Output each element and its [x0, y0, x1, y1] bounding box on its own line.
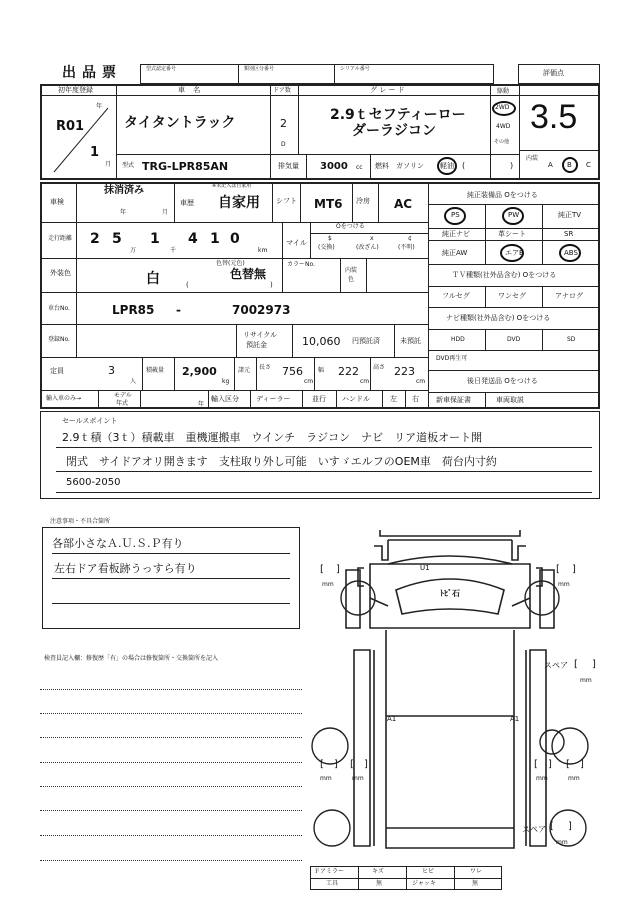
- mileage-digit-1: 2: [90, 231, 100, 247]
- notes-title: 注意事項・不具合箇所: [50, 518, 111, 525]
- recycle-not: 未預託: [400, 337, 421, 345]
- bracket-fl-open: [: [320, 564, 324, 575]
- first-reg-month: 1: [90, 145, 100, 160]
- chassis-number: 7002973: [232, 303, 291, 317]
- shaken-month: 月: [162, 209, 169, 216]
- mm-fr: mm: [558, 581, 570, 588]
- drive-4wd: 4WD: [496, 123, 511, 130]
- spare-label-1: スペア: [544, 661, 568, 670]
- handle-left: 左: [390, 395, 397, 403]
- rating-value: 3.5: [530, 98, 578, 136]
- navi-type-title: ナビ種類(社外品含む) Oをつける: [446, 314, 551, 322]
- model-value: TRG-LPR85AN: [142, 160, 229, 173]
- history-label: 車歴: [180, 199, 194, 207]
- legend-r1c2: キズ: [372, 868, 384, 875]
- delivery-manual: 車両取説: [496, 396, 524, 404]
- legend-r1c4: ワレ: [470, 868, 483, 875]
- height-label: 高さ: [373, 364, 386, 371]
- sen-unit: 千: [170, 247, 177, 254]
- navi-hdd: HDD: [451, 336, 465, 343]
- fuel-label: 燃料: [375, 162, 389, 170]
- handle-label: ハンドル: [342, 395, 370, 403]
- legend-r1c1: Ｆアミラー: [314, 868, 345, 875]
- truck-diagram: [300, 528, 600, 863]
- history-note: ※未記入は自家用: [212, 183, 252, 189]
- mm-rl1: mm: [320, 775, 332, 782]
- fuel-paren-close: ): [510, 161, 514, 170]
- mm-sp2: mm: [556, 839, 568, 846]
- dvd-play: DVD再生可: [436, 355, 468, 362]
- grade-line2: ダーラジコン: [352, 123, 436, 139]
- shaken-year: 年: [120, 209, 127, 216]
- bracket-rr2-open: [: [566, 759, 570, 770]
- legend-r1c3: ヒビ: [422, 868, 435, 875]
- chassis-prefix: LPR85: [112, 303, 155, 317]
- mm-rr2: mm: [568, 775, 580, 782]
- color-change-value: 色替無: [230, 267, 267, 281]
- shaken-label: 車検: [50, 198, 64, 206]
- bracket-rr1-close: ]: [548, 759, 552, 770]
- exterior-label: 外装色: [50, 269, 71, 277]
- document-title: 出品票: [62, 65, 122, 81]
- exterior-value: 白: [146, 271, 160, 287]
- sales-points-line1: 2.9ｔ積（3ｔ）積載車 重機運搬車 ウインチ ラジコン ナビ リア道板オート開: [62, 431, 483, 444]
- navi-dvd: DVD: [507, 336, 521, 343]
- drive-label: 駆動: [497, 88, 510, 95]
- length-label: 長さ: [259, 364, 272, 371]
- km-unit: km: [258, 247, 268, 254]
- bracket-fl-close: ]: [336, 564, 340, 575]
- equip-abs: ABS: [564, 249, 578, 257]
- bracket-rl2-open: [: [350, 759, 354, 770]
- interior-b-circle: [562, 157, 578, 173]
- notes-line2: 左右ドア看板跡うっすら有り: [54, 562, 197, 575]
- bracket-rr1-open: [: [534, 759, 538, 770]
- serial-label: シリアル番号: [340, 66, 370, 72]
- mm-rl2: mm: [352, 775, 364, 782]
- inspector-title: 検査員記入欄：修復歴「有」の場合は修復箇所・交換箇所を記入: [44, 655, 219, 662]
- equip-airbag: エアB: [505, 249, 524, 257]
- sales-points-line2: 閉式 サイドアオリ開きます 支柱取り外し可能 いすゞエルフのOEM車 荷台内寸約: [66, 455, 497, 468]
- tv-type-title: ＴＶ種類(社外品含む) Oをつける: [452, 271, 557, 279]
- recycle-label-2: 預託金: [246, 341, 267, 349]
- load-label: 積載量: [146, 367, 165, 374]
- ac-value: AC: [394, 197, 413, 211]
- mark-a1-left: A1: [387, 715, 397, 723]
- meter-x: x: [370, 235, 374, 242]
- doors-value: 2: [280, 117, 287, 130]
- displacement-value: 3000: [320, 161, 348, 172]
- first-reg-value: R01: [56, 119, 85, 134]
- fuel-gasoline: ガソリン: [396, 162, 424, 170]
- man-unit: 万: [130, 247, 137, 254]
- recycle-label-1: リサイクル: [243, 331, 278, 339]
- meter-dollar: $: [328, 235, 332, 242]
- delivery-title: 後日発送品 Oをつける: [467, 377, 538, 385]
- legend-r2c3: ジャッキ: [412, 880, 436, 887]
- meter-tamper: (改ざん): [356, 244, 379, 251]
- tv-oneseg: ワンセグ: [498, 292, 526, 300]
- equip-ps-circle: [444, 207, 466, 225]
- color-change-label: 色替(元色): [216, 260, 245, 267]
- legend-r2c2: 無: [376, 880, 383, 887]
- equip-navi: 純正ナビ: [442, 230, 470, 238]
- equip-airbag-circle: [500, 244, 524, 262]
- equip-aw: 純正AW: [442, 249, 468, 257]
- equip-sr: SR: [564, 230, 574, 238]
- bracket-rl1-open: [: [320, 759, 324, 770]
- mm-sp1: mm: [580, 677, 592, 684]
- vehicle-name: タイタントラック: [124, 115, 236, 131]
- mark-u1: U1: [420, 564, 430, 572]
- import-year-char: 年: [198, 401, 205, 408]
- width-cm: cm: [360, 378, 370, 385]
- sales-points-title: セールスポイント: [62, 417, 118, 425]
- length-value: 756: [282, 365, 303, 378]
- equip-pw: PW: [508, 211, 520, 219]
- shift-value: MT6: [314, 197, 343, 211]
- shift-label: シフト: [276, 197, 297, 205]
- year-char: 年: [96, 103, 103, 110]
- width-value: 222: [338, 365, 359, 378]
- reg-no-label: 登録No.: [48, 336, 70, 343]
- grade-label: グ レ ー ド: [370, 86, 405, 94]
- height-value: 223: [394, 365, 415, 378]
- ac-label: 冷房: [356, 197, 370, 205]
- color-paren-close: ): [270, 281, 273, 289]
- shaken-value: 抹消済み: [104, 185, 144, 196]
- dealer-option: ディーラー: [256, 395, 291, 403]
- interior-color-label-2: 色: [348, 276, 355, 283]
- equip-pw-circle: [502, 207, 524, 225]
- interior-c: C: [586, 161, 591, 169]
- chassis-label: 車台No.: [48, 305, 70, 312]
- notes-line1: 各部小さなＡ.Ｕ.Ｓ.Ｐ有り: [52, 537, 184, 550]
- legend-r2c1: 工具: [326, 880, 339, 887]
- mm-fl: mm: [322, 581, 334, 588]
- color-no-label: カラーNo.: [287, 261, 315, 268]
- delivery-warranty: 新車保証書: [436, 396, 471, 404]
- drive-2wd-circle: [492, 101, 516, 116]
- tv-fullseg: フルセグ: [442, 292, 470, 300]
- first-reg-label: 初年度登録: [58, 86, 93, 94]
- equip-leather: 革シート: [498, 230, 526, 238]
- fuel-light: 軽油: [440, 162, 454, 170]
- bracket-rl2-close: ]: [364, 759, 368, 770]
- mark-stone: ﾄﾋﾞ石: [440, 589, 460, 598]
- mileage-digit-6: 0: [230, 231, 240, 247]
- spare-label-2: スペア: [522, 825, 546, 834]
- length-cm: cm: [304, 378, 314, 385]
- capacity-value: 3: [108, 364, 115, 377]
- meter-q: ¢: [408, 235, 412, 242]
- width-label: 幅: [318, 367, 325, 374]
- model-label: 型式: [122, 162, 135, 169]
- displacement-label: 排気量: [278, 162, 299, 170]
- parallel-option: 並行: [312, 395, 326, 403]
- rating-label: 評価点: [543, 69, 564, 77]
- import-class-label: 輸入区分: [211, 395, 239, 403]
- month-char: 月: [105, 161, 112, 168]
- equipment-title: 純正装備品 Oをつける: [467, 191, 538, 199]
- interior-color-label-1: 内装: [345, 267, 358, 274]
- mm-rr1: mm: [536, 775, 548, 782]
- mileage-digit-5: 1: [210, 231, 220, 247]
- mark-a1-right: A1: [510, 715, 520, 723]
- color-paren-open: (: [186, 281, 189, 289]
- reg-slash: [50, 100, 112, 176]
- mileage-digit-2: 5: [112, 231, 122, 247]
- model-year-label-1: モデル: [114, 392, 132, 399]
- height-cm: cm: [416, 378, 426, 385]
- import-label: 輸入車のみ→: [46, 395, 82, 402]
- meter-unknown: (不明): [398, 244, 415, 251]
- interior-b: B: [567, 161, 572, 169]
- meter-circle-note: Oをつける: [336, 223, 365, 230]
- recycle-fee: 10,060: [302, 335, 341, 348]
- bracket-fr-open: [: [556, 564, 560, 575]
- mileage-digit-3: 1: [150, 231, 160, 247]
- bracket-fr-close: ]: [572, 564, 576, 575]
- handle-right: 右: [412, 395, 419, 403]
- recycle-deposited: 円預託済: [352, 337, 380, 345]
- header-id-box: [140, 64, 494, 84]
- equip-ps: PS: [451, 211, 460, 219]
- person-unit: 人: [130, 378, 137, 385]
- mileage-digit-4: 4: [188, 231, 198, 247]
- load-value: 2,900: [182, 365, 217, 378]
- legend-r2c4: 無: [472, 880, 479, 887]
- class-label: 類別区分番号: [244, 66, 275, 72]
- kg-unit: kg: [222, 378, 230, 385]
- fuel-paren-open: (: [462, 161, 466, 170]
- bracket-sp1-close: ]: [592, 659, 596, 670]
- bracket-sp2-close: ]: [568, 821, 572, 832]
- doors-label: ドア数: [273, 87, 291, 94]
- bracket-sp1-open: [: [574, 659, 578, 670]
- sales-points-line3: 5600-2050: [66, 477, 121, 488]
- drive-other: その他: [494, 139, 510, 145]
- equip-tv: 純正TV: [558, 211, 582, 219]
- mileage-label: 走行距離: [48, 235, 73, 242]
- cc-unit: cc: [356, 164, 363, 171]
- equip-abs-circle: [559, 244, 581, 262]
- interior-label: 内装: [526, 155, 539, 162]
- dims-label: 諸元: [238, 367, 251, 374]
- model-year-label-2: 年式: [116, 400, 129, 407]
- name-label: 車 名: [178, 86, 204, 94]
- interior-a: A: [548, 161, 553, 169]
- capacity-label: 定員: [50, 367, 64, 375]
- bracket-rr2-close: ]: [580, 759, 584, 770]
- drive-2wd: 2WD: [495, 104, 510, 111]
- meter-exchange: (交換): [318, 244, 335, 251]
- fuel-circle: [437, 157, 457, 175]
- bracket-sp2-open: [: [550, 821, 554, 832]
- bracket-rl1-close: ]: [334, 759, 338, 770]
- history-value: 自家用: [218, 195, 260, 211]
- model-cert-label: 型式認定番号: [146, 66, 177, 72]
- chassis-dash: -: [176, 303, 181, 317]
- doors-d: D: [281, 141, 286, 148]
- mile-label: マイル: [286, 239, 307, 247]
- navi-sd: SD: [567, 336, 576, 343]
- grade-line1: 2.9ｔセフティーロー: [330, 107, 466, 123]
- tv-analog: アナログ: [555, 292, 583, 300]
